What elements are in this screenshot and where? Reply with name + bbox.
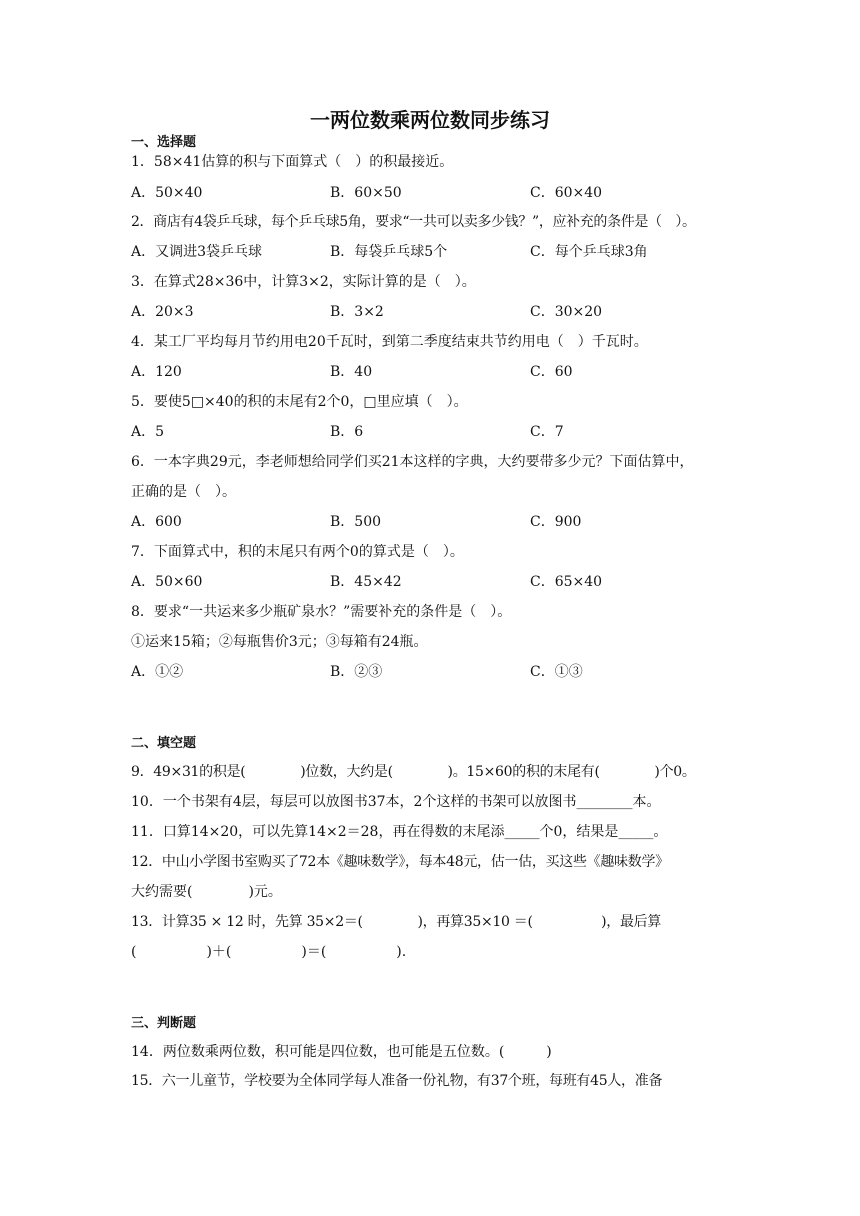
question-8-conditions: ①运来15箱；②每瓶售价3元；③每箱有24瓶。 bbox=[131, 634, 428, 650]
question-9: 9．49×31的积是( )位数，大约是( )。15×60的积的末尾有( )个0。 bbox=[131, 764, 696, 780]
question-1-option-c: C．60×40 bbox=[530, 185, 603, 201]
question-7-option-c: C．65×40 bbox=[530, 574, 603, 590]
question-8-stem: 8．要求“一共运来多少瓶矿泉水？”需要补充的条件是（ ）。 bbox=[131, 604, 512, 620]
question-6-stem-continued: 正确的是（ ）。 bbox=[131, 484, 236, 500]
question-8-option-c: C．①③ bbox=[530, 664, 583, 680]
question-13-line-2: ( )＋( )＝( ). bbox=[131, 944, 407, 960]
question-4-option-c: C．60 bbox=[530, 364, 573, 380]
question-15: 15．六一儿童节，学校要为全体同学每人准备一份礼物，有37个班，每班有45人，准备 bbox=[131, 1073, 663, 1089]
question-6-option-b: B．500 bbox=[330, 514, 382, 530]
question-2-option-c: C．每个乒乓球3角 bbox=[530, 244, 648, 260]
question-2-option-a: A．又调进3袋乒乓球 bbox=[131, 244, 263, 260]
question-10: 10．一个书架有4层，每层可以放图书37本，2个这样的书架可以放图书________本。 bbox=[131, 794, 661, 810]
question-1-stem: 1．58×41估算的积与下面算式（ ）的积最接近。 bbox=[131, 154, 454, 170]
question-3-stem: 3．在算式28×36中，计算3×2，实际计算的是（ ）。 bbox=[131, 274, 476, 290]
question-7-option-a: A．50×60 bbox=[131, 574, 203, 590]
question-5-stem: 5．要使5□×40的积的末尾有2个0，□里应填（ ）。 bbox=[131, 394, 468, 410]
question-8-option-a: A．①② bbox=[131, 664, 184, 680]
question-6-stem: 6．一本字典29元，李老师想给同学们买21本这样的字典，大约要带多少元？下面估算中， bbox=[131, 454, 694, 470]
question-7-stem: 7．下面算式中，积的末尾只有两个0的算式是（ ）。 bbox=[131, 544, 464, 560]
section-fill-heading: 二、填空题 bbox=[131, 736, 197, 751]
question-6-option-a: A．600 bbox=[131, 514, 182, 530]
page-title: 一两位数乘两位数同步练习 bbox=[310, 108, 550, 132]
question-5-option-c: C．7 bbox=[530, 424, 564, 440]
question-4-option-b: B．40 bbox=[330, 364, 373, 380]
question-4-stem: 4．某工厂平均每月节约用电20千瓦时，到第二季度结束共节约用电（ ）千瓦时。 bbox=[131, 334, 648, 350]
question-3-option-c: C．30×20 bbox=[530, 304, 603, 320]
question-4-option-a: A．120 bbox=[131, 364, 182, 380]
question-1-option-a: A．50×40 bbox=[131, 185, 203, 201]
question-11: 11．口算14×20，可以先算14×2＝28，再在得数的末尾添_____个0，结果是_____。 bbox=[131, 824, 668, 840]
question-5-option-a: A．5 bbox=[131, 424, 165, 440]
question-5-option-b: B．6 bbox=[330, 424, 364, 440]
question-14: 14．两位数乘两位数，积可能是四位数，也可能是五位数。( ) bbox=[131, 1044, 552, 1060]
question-2-option-b: B．每袋乒乓球5个 bbox=[330, 244, 448, 260]
question-13-line-1: 13．计算35 × 12 时，先算 35×2＝( )，再算35×10 ＝( )，最后算 bbox=[131, 914, 662, 930]
question-1-option-b: B．60×50 bbox=[330, 185, 402, 201]
question-7-option-b: B．45×42 bbox=[330, 574, 402, 590]
section-judge-heading: 三、判断题 bbox=[131, 1016, 197, 1031]
question-6-option-c: C．900 bbox=[530, 514, 582, 530]
question-2-stem: 2．商店有4袋乒乓球，每个乒乓球5角，要求“一共可以卖多少钱？”，应补充的条件是（ ）。 bbox=[131, 214, 696, 230]
question-3-option-a: A．20×3 bbox=[131, 304, 194, 320]
question-8-option-b: B．②③ bbox=[330, 664, 383, 680]
section-choice-heading: 一、选择题 bbox=[131, 135, 197, 150]
question-3-option-b: B．3×2 bbox=[330, 304, 384, 320]
question-12-line-2: 大约需要( )元。 bbox=[131, 884, 282, 900]
question-12-line-1: 12．中山小学图书室购买了72本《趣味数学》，每本48元，估一估，买这些《趣味数学》 bbox=[131, 854, 669, 870]
